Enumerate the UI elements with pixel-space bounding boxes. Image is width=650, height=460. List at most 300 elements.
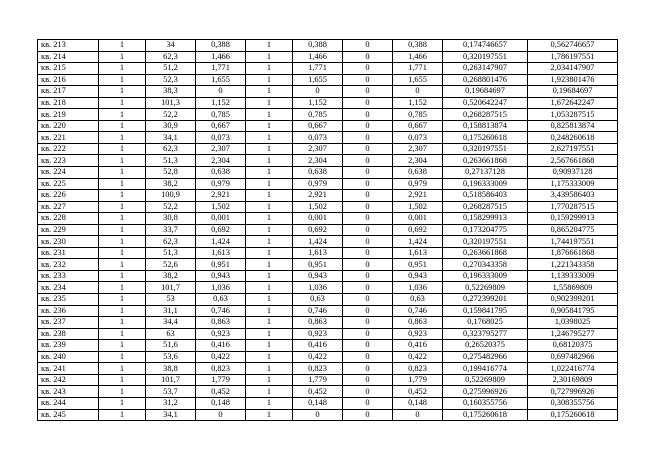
table-cell: 0,001 [293, 213, 343, 225]
table-cell: 1,022416774 [528, 363, 618, 375]
table-cell: 1,771 [196, 63, 246, 75]
table-cell: 0,90937128 [528, 167, 618, 179]
table-cell: 0,863 [196, 317, 246, 329]
table-cell: 1,770287515 [528, 201, 618, 213]
table-cell: 1,876661868 [528, 247, 618, 259]
table-cell: 0,746 [196, 305, 246, 317]
table-cell: 1,036 [393, 282, 443, 294]
table-cell: 0 [196, 409, 246, 421]
table-cell: 0,422 [393, 351, 443, 363]
table-cell: 1 [246, 155, 293, 167]
table-cell: 0,902399201 [528, 294, 618, 306]
table-cell: 0,263661868 [443, 247, 528, 259]
table-cell: 101,7 [146, 374, 196, 386]
table-cell: 1,466 [293, 51, 343, 63]
table-cell: 0,52269809 [443, 282, 528, 294]
table-cell: 1 [246, 40, 293, 52]
table-cell: 0 [293, 409, 343, 421]
apartment-cell: кв. 213 [38, 40, 99, 52]
table-cell: 0,63 [393, 294, 443, 306]
table-cell: 1 [99, 178, 146, 190]
table-cell: 1 [99, 317, 146, 329]
table-cell: 1 [99, 409, 146, 421]
table-cell: 62,3 [146, 51, 196, 63]
table-cell: 1 [246, 178, 293, 190]
table-cell: 0,863 [393, 317, 443, 329]
table-cell: 38,2 [146, 270, 196, 282]
table-cell: 0,148 [393, 397, 443, 409]
table-cell: 1,655 [293, 74, 343, 86]
table-cell: 0,001 [196, 213, 246, 225]
table-cell: 1,139333009 [528, 270, 618, 282]
table-cell: 0,697482966 [528, 351, 618, 363]
table-cell: 30,8 [146, 213, 196, 225]
table-cell: 52,2 [146, 201, 196, 213]
table-cell: 0,951 [393, 259, 443, 271]
table-row [38, 328, 618, 340]
table-cell: 0,272399201 [443, 294, 528, 306]
table-cell: 1,152 [393, 97, 443, 109]
table-cell: 1,55869809 [528, 282, 618, 294]
table-cell: 0,320197551 [443, 143, 528, 155]
table-row [38, 132, 618, 144]
table-cell: 0,865204775 [528, 224, 618, 236]
table-cell: 1 [99, 213, 146, 225]
table-row [38, 74, 618, 86]
table-cell: 2,304 [293, 155, 343, 167]
table-cell: 0 [343, 132, 393, 144]
table-cell: 0 [196, 86, 246, 98]
table-cell: 0,785 [393, 109, 443, 121]
table-cell: 33,7 [146, 224, 196, 236]
table-cell: 1 [99, 397, 146, 409]
table-cell: 0,825813874 [528, 120, 618, 132]
table-cell: 0,518586403 [443, 190, 528, 202]
table-cell: 0 [343, 397, 393, 409]
table-row [38, 63, 618, 75]
table-cell: 0,175260618 [528, 409, 618, 421]
table-cell: 1,502 [196, 201, 246, 213]
table-cell: 0 [343, 351, 393, 363]
table-cell: 1 [99, 351, 146, 363]
table-cell: 1 [246, 305, 293, 317]
table-cell: 0 [343, 224, 393, 236]
table-cell: 1,923801476 [528, 74, 618, 86]
table-cell: 0,196333009 [443, 270, 528, 282]
table-cell: 1 [99, 294, 146, 306]
table-cell: 0,160355756 [443, 397, 528, 409]
table-cell: 1,502 [293, 201, 343, 213]
table-cell: 0,148 [293, 397, 343, 409]
table-cell: 0,175260618 [443, 409, 528, 421]
table-cell: 0,26520375 [443, 340, 528, 352]
table-cell: 0,923 [293, 328, 343, 340]
table-cell: 1 [246, 236, 293, 248]
table-row [38, 167, 618, 179]
table-cell: 0,692 [293, 224, 343, 236]
table-cell: 0 [343, 294, 393, 306]
apartment-cell: кв. 236 [38, 305, 99, 317]
table-cell: 34,1 [146, 132, 196, 144]
apartment-cell: кв. 221 [38, 132, 99, 144]
table-cell: 0,158813874 [443, 120, 528, 132]
table-cell: 0 [343, 328, 393, 340]
table-cell: 1 [246, 409, 293, 421]
apartment-cell: кв. 240 [38, 351, 99, 363]
table-cell: 0 [343, 270, 393, 282]
table-cell: 0,638 [393, 167, 443, 179]
table-cell: 1 [246, 363, 293, 375]
apartment-cell: кв. 214 [38, 51, 99, 63]
table-cell: 1 [246, 224, 293, 236]
apartment-cell: кв. 220 [38, 120, 99, 132]
table-row [38, 363, 618, 375]
table-cell: 0,320197551 [443, 51, 528, 63]
table-cell: 1 [99, 132, 146, 144]
table-cell: 2,304 [196, 155, 246, 167]
apartment-cell: кв. 241 [38, 363, 99, 375]
table-cell: 0,562746657 [528, 40, 618, 52]
table-cell: 51,3 [146, 155, 196, 167]
table-cell: 0,275996926 [443, 386, 528, 398]
table-cell: 2,921 [293, 190, 343, 202]
table-row [38, 236, 618, 248]
table-cell: 0,667 [196, 120, 246, 132]
table-cell: 63 [146, 328, 196, 340]
table-cell: 0 [343, 236, 393, 248]
table-cell: 0,667 [393, 120, 443, 132]
table-cell: 0,001 [393, 213, 443, 225]
table-cell: 51,6 [146, 340, 196, 352]
table-cell: 0,196333009 [443, 178, 528, 190]
table-cell: 1,175333009 [528, 178, 618, 190]
table-cell: 0,979 [393, 178, 443, 190]
apartment-cell: кв. 224 [38, 167, 99, 179]
apartment-cell: кв. 233 [38, 270, 99, 282]
table-cell: 0,416 [196, 340, 246, 352]
table-cell: 0,638 [196, 167, 246, 179]
table-cell: 0,979 [196, 178, 246, 190]
table-cell: 2,567661868 [528, 155, 618, 167]
table-row [38, 409, 618, 421]
table-cell: 34,1 [146, 409, 196, 421]
table-cell: 1 [246, 374, 293, 386]
table-cell: 51,3 [146, 247, 196, 259]
apartment-cell: кв. 227 [38, 201, 99, 213]
table-cell: 1 [99, 63, 146, 75]
table-cell: 0,923 [196, 328, 246, 340]
table-cell: 0 [343, 213, 393, 225]
table-cell: 1 [99, 386, 146, 398]
table-cell: 1 [246, 143, 293, 155]
table-cell: 0,268801476 [443, 74, 528, 86]
table-cell: 0,388 [393, 40, 443, 52]
table-cell: 1,246795277 [528, 328, 618, 340]
table-body [38, 40, 618, 421]
table-cell: 53 [146, 294, 196, 306]
table-cell: 1,771 [293, 63, 343, 75]
table-cell: 0,263147907 [443, 63, 528, 75]
table-row [38, 213, 618, 225]
table-cell: 0,692 [393, 224, 443, 236]
table-cell: 1 [99, 97, 146, 109]
table-cell: 0 [343, 305, 393, 317]
table-row [38, 109, 618, 121]
table-cell: 34 [146, 40, 196, 52]
table-cell: 1 [246, 120, 293, 132]
table-cell: 1,502 [393, 201, 443, 213]
table-row [38, 86, 618, 98]
table-cell: 1 [99, 74, 146, 86]
table-row [38, 259, 618, 271]
table-cell: 0,388 [196, 40, 246, 52]
table-cell: 1,152 [196, 97, 246, 109]
table-cell: 0,692 [196, 224, 246, 236]
table-cell: 0 [343, 374, 393, 386]
table-cell: 1 [99, 51, 146, 63]
table-cell: 0,073 [196, 132, 246, 144]
table-cell: 0,746 [393, 305, 443, 317]
table-cell: 2,307 [393, 143, 443, 155]
apartment-cell: кв. 215 [38, 63, 99, 75]
table-cell: 52,6 [146, 259, 196, 271]
table-cell: 0,452 [293, 386, 343, 398]
table-cell: 0,416 [393, 340, 443, 352]
table-cell: 0 [343, 74, 393, 86]
table-cell: 0,520642247 [443, 97, 528, 109]
table-cell: 1 [99, 236, 146, 248]
table-cell: 1 [246, 351, 293, 363]
apartment-cell: кв. 244 [38, 397, 99, 409]
table-cell: 1 [246, 190, 293, 202]
table-cell: 1 [99, 155, 146, 167]
table-cell: 1 [99, 190, 146, 202]
table-cell: 30,9 [146, 120, 196, 132]
table-cell: 38,3 [146, 86, 196, 98]
table-row [38, 340, 618, 352]
table-cell: 0,951 [196, 259, 246, 271]
table-cell: 0 [393, 409, 443, 421]
table-cell: 1 [99, 282, 146, 294]
table-cell: 1 [246, 86, 293, 98]
table-cell: 0 [343, 409, 393, 421]
table-cell: 0 [343, 63, 393, 75]
table-cell: 1,152 [293, 97, 343, 109]
table-cell: 0,159299913 [528, 213, 618, 225]
table-cell: 0,19684697 [528, 86, 618, 98]
table-cell: 1 [246, 282, 293, 294]
table-cell: 0 [343, 109, 393, 121]
table-cell: 0,416 [293, 340, 343, 352]
table-row [38, 397, 618, 409]
table-row [38, 120, 618, 132]
apartment-cell: кв. 242 [38, 374, 99, 386]
table-cell: 0,452 [393, 386, 443, 398]
table-row [38, 282, 618, 294]
apartment-cell: кв. 234 [38, 282, 99, 294]
table-cell: 0,159841795 [443, 305, 528, 317]
table-cell: 1 [246, 397, 293, 409]
table-cell: 1 [99, 109, 146, 121]
table-cell: 0,667 [293, 120, 343, 132]
table-cell: 1 [246, 132, 293, 144]
table-cell: 62,3 [146, 143, 196, 155]
table-cell: 1,771 [393, 63, 443, 75]
table-cell: 31,1 [146, 305, 196, 317]
table-row [38, 97, 618, 109]
apartment-cell: кв. 218 [38, 97, 99, 109]
table-cell: 1 [99, 86, 146, 98]
table-row [38, 270, 618, 282]
apartment-cell: кв. 235 [38, 294, 99, 306]
table-cell: 0 [343, 363, 393, 375]
table-cell: 1,036 [196, 282, 246, 294]
table-cell: 0 [343, 86, 393, 98]
table-cell: 101,7 [146, 282, 196, 294]
table-row [38, 351, 618, 363]
table-cell: 0,174746657 [443, 40, 528, 52]
table-cell: 31,2 [146, 397, 196, 409]
table-cell: 1 [99, 328, 146, 340]
table-cell: 1,786197551 [528, 51, 618, 63]
table-cell: 1 [99, 374, 146, 386]
table-cell: 0,388 [293, 40, 343, 52]
table-cell: 0 [343, 155, 393, 167]
table-cell: 0 [343, 167, 393, 179]
table-cell: 62,3 [146, 236, 196, 248]
apartment-cell: кв. 230 [38, 236, 99, 248]
table-row [38, 178, 618, 190]
table-cell: 53,6 [146, 351, 196, 363]
table-cell: 0,1768025 [443, 317, 528, 329]
table-cell: 0,746 [293, 305, 343, 317]
table-cell: 2,921 [196, 190, 246, 202]
table-cell: 1,053287515 [528, 109, 618, 121]
table-cell: 38,8 [146, 363, 196, 375]
table-cell: 0,27137128 [443, 167, 528, 179]
apartment-cell: кв. 226 [38, 190, 99, 202]
table-cell: 1 [246, 317, 293, 329]
table-cell: 2,921 [393, 190, 443, 202]
table-cell: 1 [246, 247, 293, 259]
table-row [38, 305, 618, 317]
table-cell: 0,270343358 [443, 259, 528, 271]
table-cell: 0,275482966 [443, 351, 528, 363]
table-cell: 0 [343, 120, 393, 132]
table-cell: 1 [99, 340, 146, 352]
table-cell: 0,422 [196, 351, 246, 363]
table-cell: 1 [246, 97, 293, 109]
table-cell: 2,627197551 [528, 143, 618, 155]
table-row [38, 247, 618, 259]
table-cell: 0 [343, 178, 393, 190]
table-cell: 52,8 [146, 167, 196, 179]
table-cell: 0,175260618 [443, 132, 528, 144]
table-cell: 52,2 [146, 109, 196, 121]
table-cell: 1 [99, 305, 146, 317]
table-cell: 1,036 [293, 282, 343, 294]
table-cell: 0 [343, 143, 393, 155]
table-cell: 51,2 [146, 63, 196, 75]
table-cell: 0,173204775 [443, 224, 528, 236]
table-cell: 0,823 [393, 363, 443, 375]
table-cell: 0 [293, 86, 343, 98]
table-cell: 0,248260618 [528, 132, 618, 144]
apartment-cell: кв. 228 [38, 213, 99, 225]
table-cell: 1 [99, 120, 146, 132]
apartment-cell: кв. 243 [38, 386, 99, 398]
apartment-cell: кв. 229 [38, 224, 99, 236]
table-cell: 1,613 [293, 247, 343, 259]
table-cell: 0,785 [196, 109, 246, 121]
table-cell: 0 [343, 340, 393, 352]
table-cell: 3,439586403 [528, 190, 618, 202]
table-cell: 1 [99, 167, 146, 179]
table-cell: 1,424 [196, 236, 246, 248]
table-cell: 1,221343358 [528, 259, 618, 271]
table-cell: 34,4 [146, 317, 196, 329]
table-cell: 2,307 [293, 143, 343, 155]
table-cell: 1,424 [293, 236, 343, 248]
table-cell: 0,19684697 [443, 86, 528, 98]
table-cell: 0,943 [196, 270, 246, 282]
table-cell: 0,422 [293, 351, 343, 363]
table-cell: 2,034147907 [528, 63, 618, 75]
table-cell: 1 [246, 167, 293, 179]
table-cell: 1 [99, 201, 146, 213]
table-cell: 2,30169809 [528, 374, 618, 386]
table-cell: 1 [99, 259, 146, 271]
table-cell: 1 [246, 294, 293, 306]
table-cell: 1,613 [393, 247, 443, 259]
table-row [38, 294, 618, 306]
apartment-cell: кв. 223 [38, 155, 99, 167]
table-row [38, 143, 618, 155]
table-cell: 0 [343, 282, 393, 294]
table-cell: 0 [343, 386, 393, 398]
table-row [38, 374, 618, 386]
table-cell: 0,63 [196, 294, 246, 306]
apartment-cell: кв. 237 [38, 317, 99, 329]
apartment-cell: кв. 216 [38, 74, 99, 86]
table-cell: 1 [99, 143, 146, 155]
table-cell: 52,3 [146, 74, 196, 86]
table-cell: 38,2 [146, 178, 196, 190]
table-cell: 0,785 [293, 109, 343, 121]
table-cell: 1,779 [393, 374, 443, 386]
apartment-cell: кв. 219 [38, 109, 99, 121]
table-cell: 1 [246, 340, 293, 352]
table-cell: 0,158299913 [443, 213, 528, 225]
table-cell: 0 [343, 201, 393, 213]
table-cell: 0,323795277 [443, 328, 528, 340]
table-cell: 1 [99, 270, 146, 282]
table-cell: 1,424 [393, 236, 443, 248]
table-cell: 0,943 [293, 270, 343, 282]
table-cell: 0,63 [293, 294, 343, 306]
table-cell: 1,779 [196, 374, 246, 386]
table-cell: 0 [343, 40, 393, 52]
table-row [38, 224, 618, 236]
table-cell: 1,744197551 [528, 236, 618, 248]
table-cell: 0 [343, 97, 393, 109]
table-cell: 1 [99, 224, 146, 236]
table-cell: 2,307 [196, 143, 246, 155]
apartment-cell: кв. 231 [38, 247, 99, 259]
table-cell: 0,638 [293, 167, 343, 179]
table-cell: 0,943 [393, 270, 443, 282]
table-cell: 1 [246, 201, 293, 213]
